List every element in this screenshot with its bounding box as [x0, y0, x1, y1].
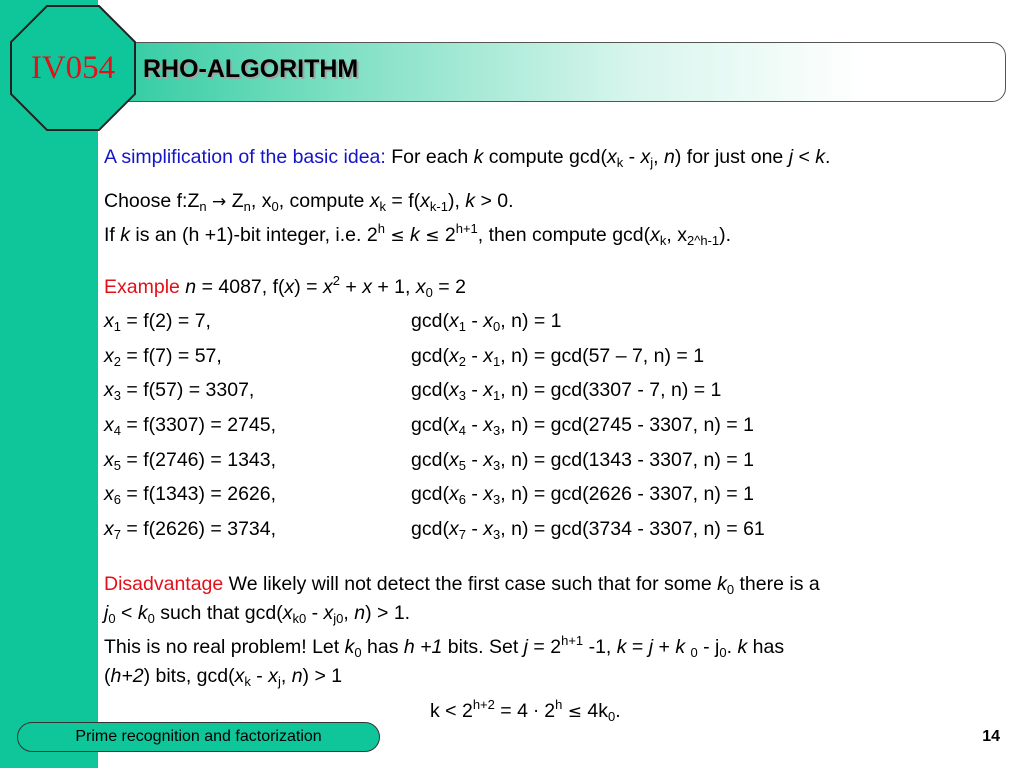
- example-row: $x_5 = f(2746) = 1343$, $\gcd(x_5 - x_3$, n) = gcd(1343 - 3307, n) = 1: [104, 449, 754, 473]
- simplification-label: A simplification of the basic idea:: [104, 146, 386, 168]
- example-row: $x_2 = f(7) = 57$, $\gcd(x_2 - x_1$, n) = gcd(57 – 7, n) = 1: [104, 345, 705, 369]
- k-bound-line: $k < 2^{h+2} = 4 \cdot 2^h \le 4k_0$.: [430, 697, 621, 724]
- bits-gcd-line: (h+2) bits, $\gcd(x_k - x_j$, n) > 1: [104, 665, 343, 689]
- simplification-line: A simplification of the basic idea: For each k compute $\gcd(x_k - x_j$, n) for just one j < k.: [104, 146, 831, 170]
- example-row: $x_7 = f(2626) = 3734$, $\gcd(x_7 - x_3$, n) = gcd(3734 - 3307, n) = 61: [104, 518, 765, 542]
- page-number: 14: [982, 728, 1000, 745]
- example-row: $x_4 = f(3307) = 2745$, $\gcd(x_4 - x_3$, n) = gcd(2745 - 3307, n) = 1: [104, 414, 754, 438]
- bit-integer-line: If k is an (h +1)-bit integer, i.e. $2^h \le k \le 2^{h+1}$, then compute $\gcd(x_k$, $x_{2\^{}h-1}$).: [104, 221, 732, 248]
- example-row: $x_3 = f(57) = 3307$, $\gcd(x_3 - x_1$, n) = gcd(3307 - 7, n) = 1: [104, 379, 722, 403]
- example-row: $x_1 = f(2) = 7$, $\gcd(x_1 - x_0$, n) = 1: [104, 310, 562, 334]
- disadvantage-line-1: Disadvantage We likely will not detect the first case such that for some $k_0$ there is a: [104, 573, 820, 597]
- choose-function-line: Choose $f:Z_n \to Z_n$, $x_0$, compute $x_k = f(x_{k-1})$, k > 0.: [104, 190, 514, 214]
- example-label: Example: [104, 276, 180, 298]
- slide-title: RHO-ALGORITHM: [143, 55, 359, 83]
- no-real-problem-line: This is no real problem! Let $k_0$ has h +1 bits. Set $j = 2^{h+1}$ -1, k = j + k $_0 - j_0$. k has: [104, 633, 785, 660]
- course-code: IV054: [30, 50, 116, 86]
- disadvantage-line-2: $j_0 < k_0$ such that $\gcd(x_{k0} - x_{j0}$, n) > 1.: [104, 602, 411, 626]
- disadvantage-label: Disadvantage: [104, 573, 224, 595]
- example-row: $x_6 = f(1343) = 2626$, $\gcd(x_6 - x_3$, n) = gcd(2626 - 3307, n) = 1: [104, 483, 754, 507]
- footer-course-name: Prime recognition and factorization: [17, 722, 380, 752]
- example-header-line: Example n = 4087, $f(x) = x^2 + x + 1$, $x_0 = 2$: [104, 273, 466, 300]
